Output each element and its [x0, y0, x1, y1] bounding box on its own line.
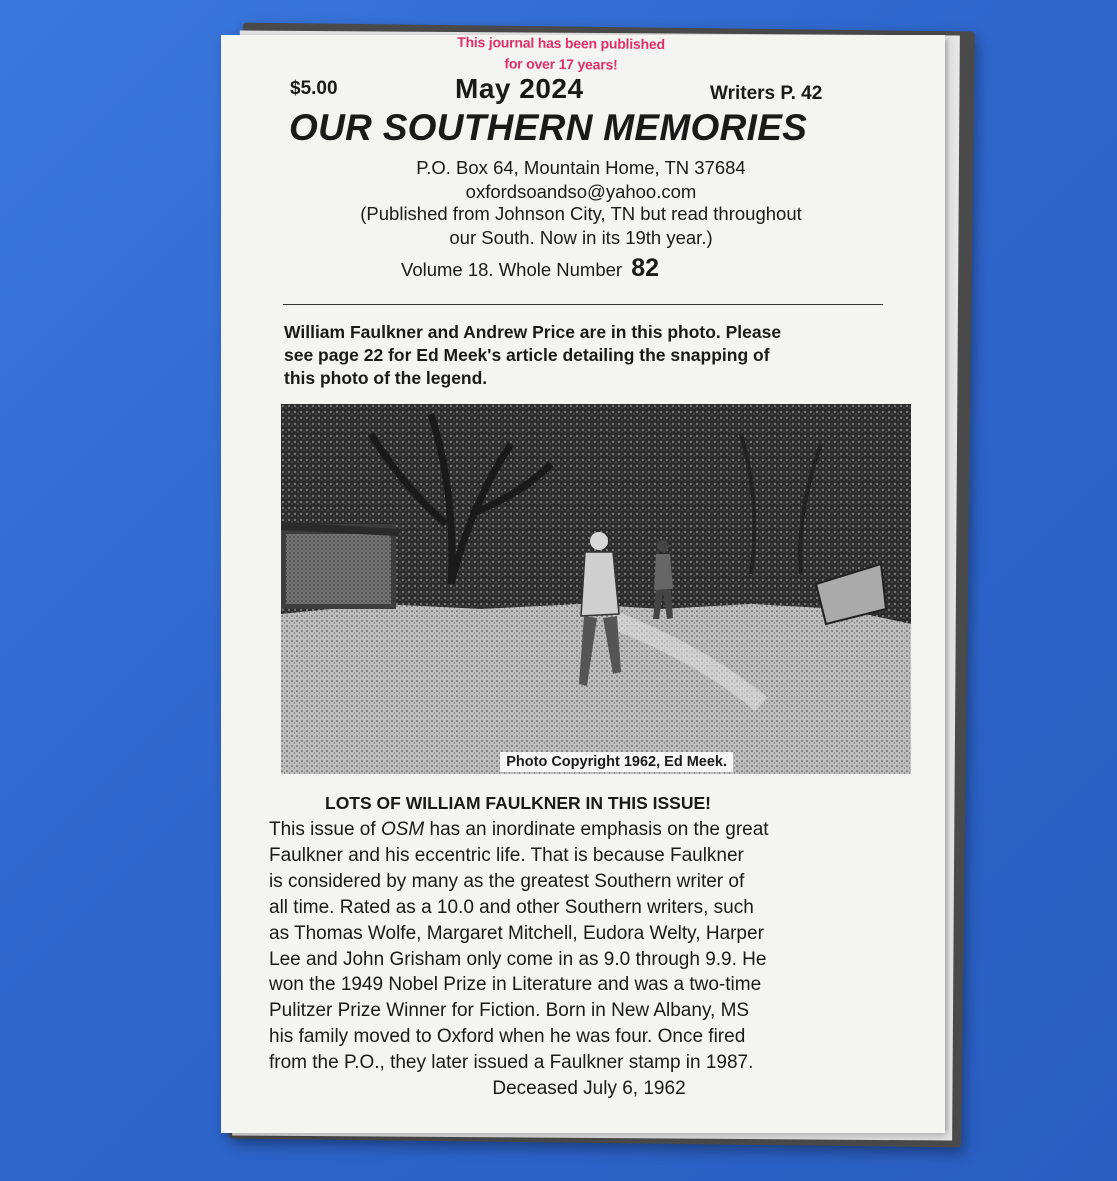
photo-copyright-caption: Photo Copyright 1962, Ed Meek.: [500, 752, 733, 772]
article-text: This issue of: [269, 819, 381, 840]
issue-date: May 2024: [455, 73, 584, 104]
page-stack-edge: [945, 40, 951, 1130]
article-headline: LOTS OF WILLIAM FAULKNER IN THIS ISSUE!: [325, 793, 711, 813]
published-years-stamp-line-2: for over 17 years!: [504, 55, 618, 73]
article-line: his family moved to Oxford when he was four. Once fired: [269, 1026, 746, 1048]
magazine-front-cover: [221, 35, 945, 1133]
faulkner-photo: [281, 404, 911, 774]
article-line: is considered by many as the greatest Southern writer of: [269, 870, 745, 892]
article-line: [269, 817, 909, 843]
article-line: all time. Rated as a 10.0 and other Southern writers, such: [269, 896, 754, 918]
article-line: won the 1949 Nobel Prize in Literature and was a two-time: [269, 974, 762, 996]
article-emphasis: OSM: [380, 819, 425, 840]
article-line: Pulitzer Prize Winner for Fiction. Born in New Albany, MS: [269, 1000, 750, 1022]
article-line: Lee and John Grisham only come in as 9.0 through 9.9. He: [269, 948, 767, 970]
article-line: from the P.O., they later issued a Faulkner stamp in 1987.: [269, 1052, 754, 1074]
header-divider: [283, 304, 883, 305]
article-body: [269, 817, 909, 1102]
deceased-date: Deceased July 6, 1962: [492, 1078, 686, 1100]
whole-number: 82: [631, 254, 660, 282]
masthead-title: OUR SOUTHERN MEMORIES: [289, 107, 808, 148]
publication-note-line-2: our South. Now in its 19th year.): [449, 227, 713, 248]
published-years-stamp-line-1: This journal has been published: [457, 33, 665, 53]
photo-description-line: William Faulkner and Andrew Price are in this photo. Please: [284, 322, 782, 342]
writers-page-reference: Writers P. 42: [710, 83, 823, 104]
photo-description-line: this photo of the legend.: [284, 368, 488, 388]
photo-description-line: see page 22 for Ed Meek's article detailing the snapping of: [284, 345, 770, 365]
photo-illustration: [281, 404, 911, 774]
contact-email: oxfordsoandso@yahoo.com: [465, 181, 697, 202]
publication-note-line-1: (Published from Johnson City, TN but read throughout: [360, 203, 802, 224]
volume-label: Volume 18. Whole Number: [401, 259, 623, 280]
article-line: as Thomas Wolfe, Margaret Mitchell, Eudora Welty, Harper: [269, 922, 764, 944]
cover-price: $5.00: [290, 78, 338, 99]
volume-info: [401, 254, 659, 283]
article-line: Faulkner and his eccentric life. That is because Faulkner: [269, 844, 744, 866]
photo-description: [284, 321, 894, 390]
mailing-address: P.O. Box 64, Mountain Home, TN 37684: [416, 157, 746, 178]
article-text: has an inordinate emphasis on the great: [424, 819, 769, 840]
